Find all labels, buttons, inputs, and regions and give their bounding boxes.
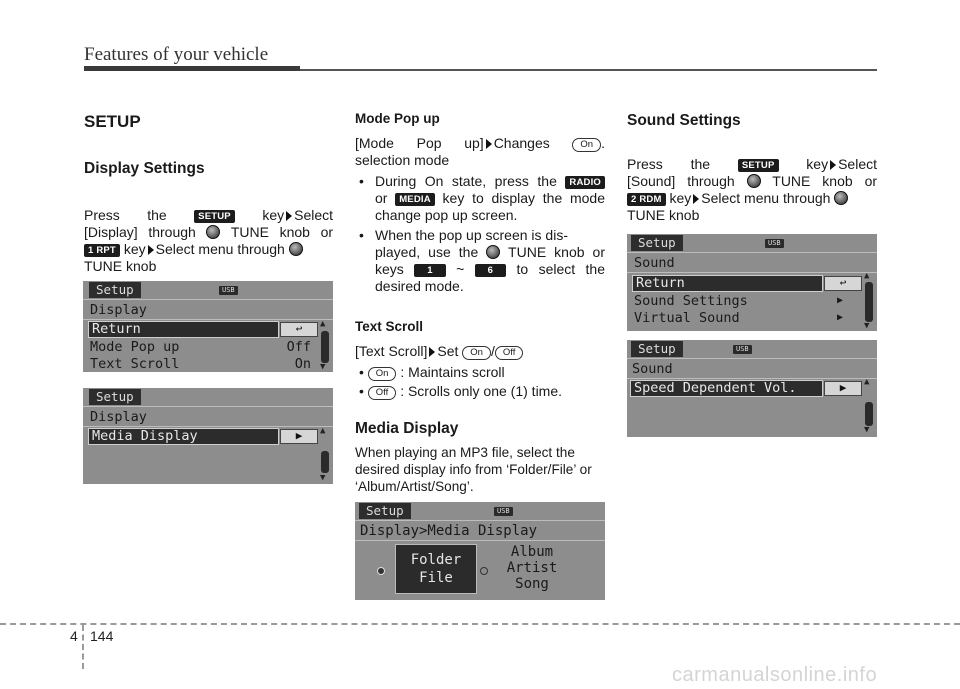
setup-key: SETUP (738, 159, 779, 172)
rdm-key: 2 RDM (627, 193, 666, 206)
screen-header: Sound (634, 255, 675, 271)
mode-popup-body: [Mode Pop up] Changes On . selection mode (355, 135, 605, 168)
scroll-down-icon: ▼ (320, 362, 326, 372)
sound-screen (627, 234, 877, 331)
media-key: MEDIA (395, 193, 435, 206)
arrow-right-icon (148, 245, 154, 255)
arrow-right-icon (429, 347, 435, 357)
screen-header: Display (90, 302, 147, 318)
header-rule (300, 69, 877, 71)
text-scroll-on: • On : Maintains scroll (359, 364, 505, 380)
screen-tab: Setup (631, 235, 683, 251)
watermark: carmanualsonline.info (672, 664, 878, 686)
scrollbar[interactable] (865, 282, 873, 322)
return-icon[interactable]: ↩ (280, 322, 318, 337)
folder-file-option[interactable]: Folder File (395, 544, 477, 594)
setup-key: SETUP (194, 210, 235, 223)
key-6: 6 (475, 264, 506, 277)
menu-item-virtual-sound[interactable]: Virtual Sound (634, 310, 740, 326)
display-screen (83, 281, 333, 372)
menu-item-mode-popup[interactable]: Mode Pop up (90, 339, 180, 355)
screen-tab: Setup (89, 282, 141, 298)
sound-speed-screen (627, 340, 877, 437)
scroll-down-icon: ▼ (864, 425, 870, 435)
chevron-right-icon[interactable]: ▶ (280, 429, 318, 444)
media-display-screen (355, 502, 605, 600)
text-scroll-value: On (294, 356, 311, 372)
chapter-number: 4 (70, 628, 78, 644)
rpt-key: 1 RPT (84, 244, 120, 257)
display-settings-title: Display Settings (84, 160, 205, 177)
tune-knob-icon (834, 191, 848, 205)
scroll-down-icon: ▼ (864, 321, 870, 331)
usb-badge: USB (733, 345, 752, 354)
screen-tab: Setup (631, 341, 683, 357)
screen-tab: Setup (359, 503, 411, 519)
tune-knob-icon (747, 174, 761, 188)
screen-header: Sound (632, 361, 673, 377)
arrow-right-icon (286, 211, 292, 221)
footer-divider (82, 625, 84, 669)
sound-settings-body: Press the SETUP key Select [Sound] through TUNE knob or 2 RDM key Select menu through TUNE knob (627, 156, 878, 223)
return-item[interactable]: Return (632, 275, 823, 292)
radio-selected-icon[interactable] (377, 567, 385, 575)
media-display-body: When playing an MP3 file, select the desired display info from ‘Folder/File’ or ‘Album/Artist/Song’. (355, 445, 592, 494)
return-item[interactable]: Return (88, 321, 279, 338)
menu-item-text-scroll[interactable]: Text Scroll (90, 356, 180, 372)
scrollbar[interactable] (321, 331, 329, 363)
on-pill: On (572, 138, 601, 152)
screen-header: Display>Media Display (360, 523, 538, 539)
off-pill: Off (495, 346, 524, 360)
scroll-down-icon: ▼ (320, 473, 326, 483)
scroll-up-icon: ▲ (320, 319, 326, 329)
return-icon[interactable]: ↩ (824, 276, 862, 291)
display-settings-body: Press the SETUP key Select [Display] through TUNE knob or 1 RPT key Select menu through TUNE knob (84, 207, 334, 274)
radio-key: RADIO (565, 176, 605, 189)
chevron-right-icon[interactable]: ▶ (824, 381, 862, 396)
scrollbar[interactable] (865, 402, 873, 426)
scroll-up-icon: ▲ (864, 271, 870, 281)
media-display-title: Media Display (355, 420, 459, 437)
footer-rule (0, 623, 960, 625)
arrow-right-icon (830, 160, 836, 170)
header-bar (84, 66, 300, 71)
display-media-screen (83, 388, 333, 484)
screen-header: Display (90, 409, 147, 425)
scroll-up-icon: ▲ (320, 426, 326, 436)
usb-badge: USB (494, 507, 513, 516)
arrow-right-icon (486, 139, 492, 149)
text-scroll-body: [Text Scroll] Set On / Off (355, 343, 605, 360)
text-scroll-title: Text Scroll (355, 319, 424, 334)
tune-knob-icon (289, 242, 303, 256)
on-pill: On (462, 346, 491, 360)
setup-title: SETUP (84, 112, 141, 131)
chevron-right-icon: ▶ (837, 312, 844, 323)
tune-knob-icon (486, 245, 500, 259)
off-pill: Off (368, 386, 397, 400)
mode-popup-value: Off (286, 339, 311, 355)
screen-tab: Setup (89, 389, 141, 405)
page-number: 144 (90, 628, 114, 644)
mode-popup-bullet-2: • When the pop up screen is dis- played, use the TUNE knob or keys 1 ~ 6 to select the desired mode. (359, 227, 606, 294)
text-scroll-off: • Off : Scrolls only one (1) time. (359, 383, 563, 399)
chevron-right-icon: ▶ (837, 295, 844, 306)
menu-item-sound-settings[interactable]: Sound Settings (634, 293, 748, 309)
key-1: 1 (414, 264, 445, 277)
speed-dependent-vol-item[interactable]: Speed Dependent Vol. (630, 380, 823, 397)
usb-badge: USB (765, 239, 784, 248)
media-display-item[interactable]: Media Display (88, 428, 279, 445)
tune-knob-icon (206, 225, 220, 239)
radio-unselected-icon[interactable] (480, 567, 488, 575)
usb-badge: USB (219, 286, 238, 295)
mode-popup-title: Mode Pop up (355, 111, 440, 126)
sound-settings-title: Sound Settings (627, 112, 741, 129)
mode-popup-bullet-1: • During On state, press the RADIO or MEDIA key to display the mode change pop up screen. (359, 173, 605, 223)
scroll-up-icon: ▲ (864, 377, 870, 387)
arrow-right-icon (693, 194, 699, 204)
on-pill: On (368, 367, 397, 381)
page-header-title: Features of your vehicle (84, 44, 269, 65)
album-artist-song-option[interactable]: Album Artist Song (506, 544, 558, 592)
scrollbar[interactable] (321, 451, 329, 473)
